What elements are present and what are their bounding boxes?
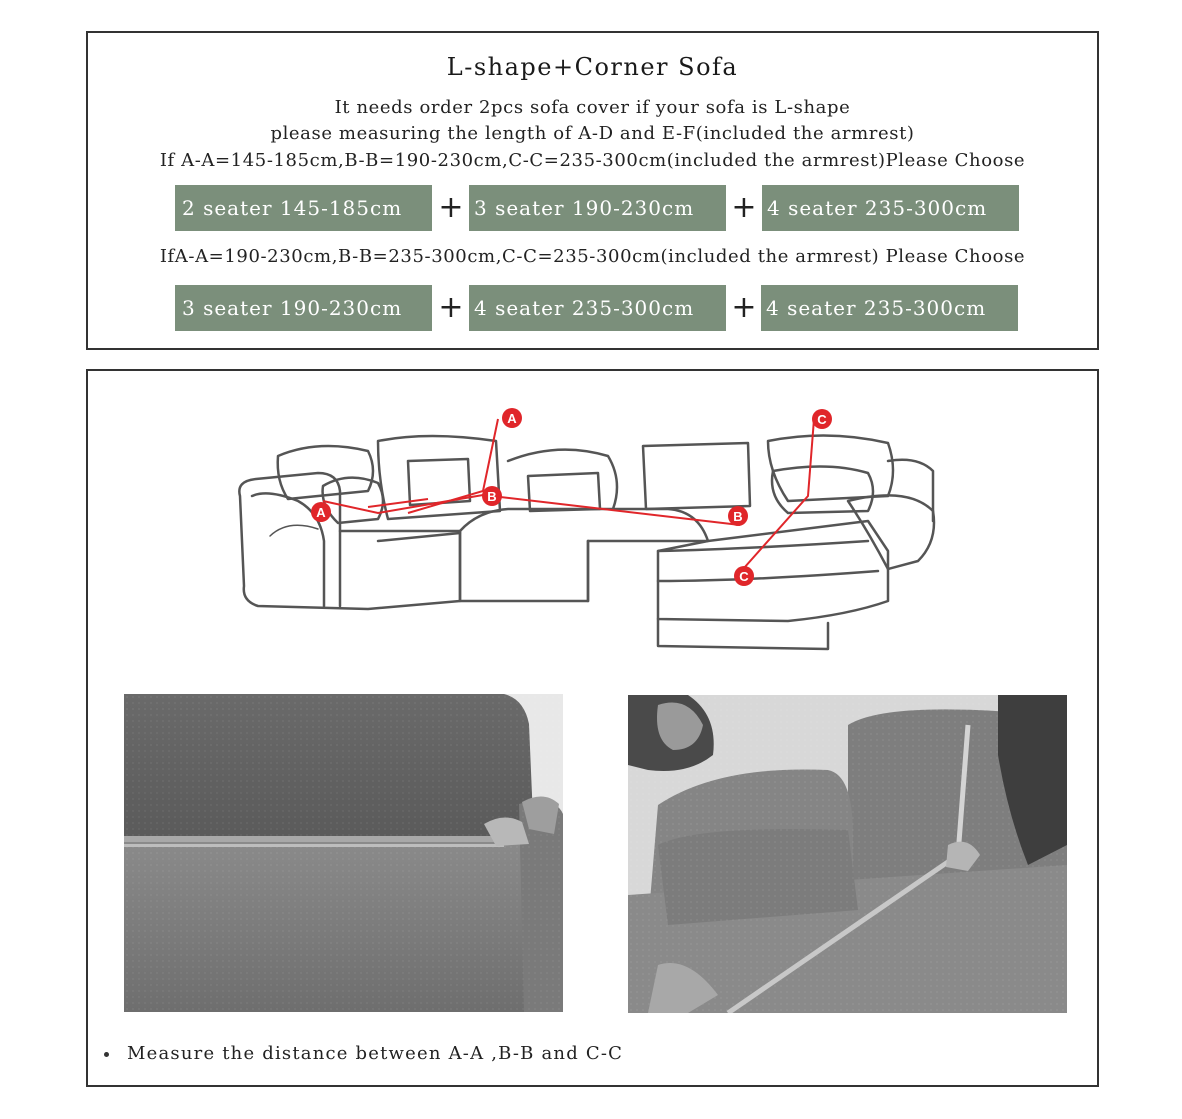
size-option-4-seater[interactable]: 4 seater 235-300cm (469, 285, 726, 331)
plus-sign: + (731, 190, 757, 225)
plus-sign: + (438, 190, 464, 225)
order-instruction: It needs order 2pcs sofa cover if your sofa is L-shape (334, 97, 851, 118)
marker-a-left: A (316, 505, 326, 520)
photo-measuring-sofa-armrest (628, 695, 1067, 1013)
size-condition-1: If A-A=145-185cm,B-B=190-230cm,C-C=235-300cm(included the armrest)Please Choose (159, 150, 1026, 171)
marker-b-right: B (733, 509, 743, 524)
measure-instruction: please measuring the length of A-D and E-F(included the armrest) (270, 123, 915, 144)
size-option-4-seater[interactable]: 4 seater 235-300cm (761, 285, 1018, 331)
page-title: L-shape+Corner Sofa (446, 53, 739, 81)
measure-instruction-note (104, 1043, 623, 1064)
measurement-guide-panel (86, 369, 1099, 1087)
measure-note-text: Measure the distance between A-A ,B-B and C-C (127, 1043, 624, 1064)
photo-measuring-sofa-seat (124, 694, 563, 1012)
l-shape-sofa-diagram (228, 401, 948, 671)
plus-sign: + (731, 290, 757, 325)
size-guide-panel (86, 31, 1099, 350)
size-option-row-2 (88, 285, 1097, 331)
size-condition-2: IfA-A=190-230cm,B-B=235-300cm,C-C=235-300cm(included the armrest) Please Choose (159, 246, 1026, 267)
marker-b-left: B (487, 489, 497, 504)
plus-sign: + (438, 290, 464, 325)
size-option-3-seater[interactable]: 3 seater 190-230cm (175, 285, 432, 331)
size-option-4-seater[interactable]: 4 seater 235-300cm (762, 185, 1019, 231)
marker-c-bottom: C (739, 569, 749, 584)
size-option-3-seater[interactable]: 3 seater 190-230cm (469, 185, 726, 231)
size-option-2-seater[interactable]: 2 seater 145-185cm (175, 185, 432, 231)
size-option-row-1 (88, 185, 1097, 231)
marker-c-top: C (817, 412, 827, 427)
marker-a-top: A (507, 411, 517, 426)
bullet-icon (104, 1052, 109, 1057)
